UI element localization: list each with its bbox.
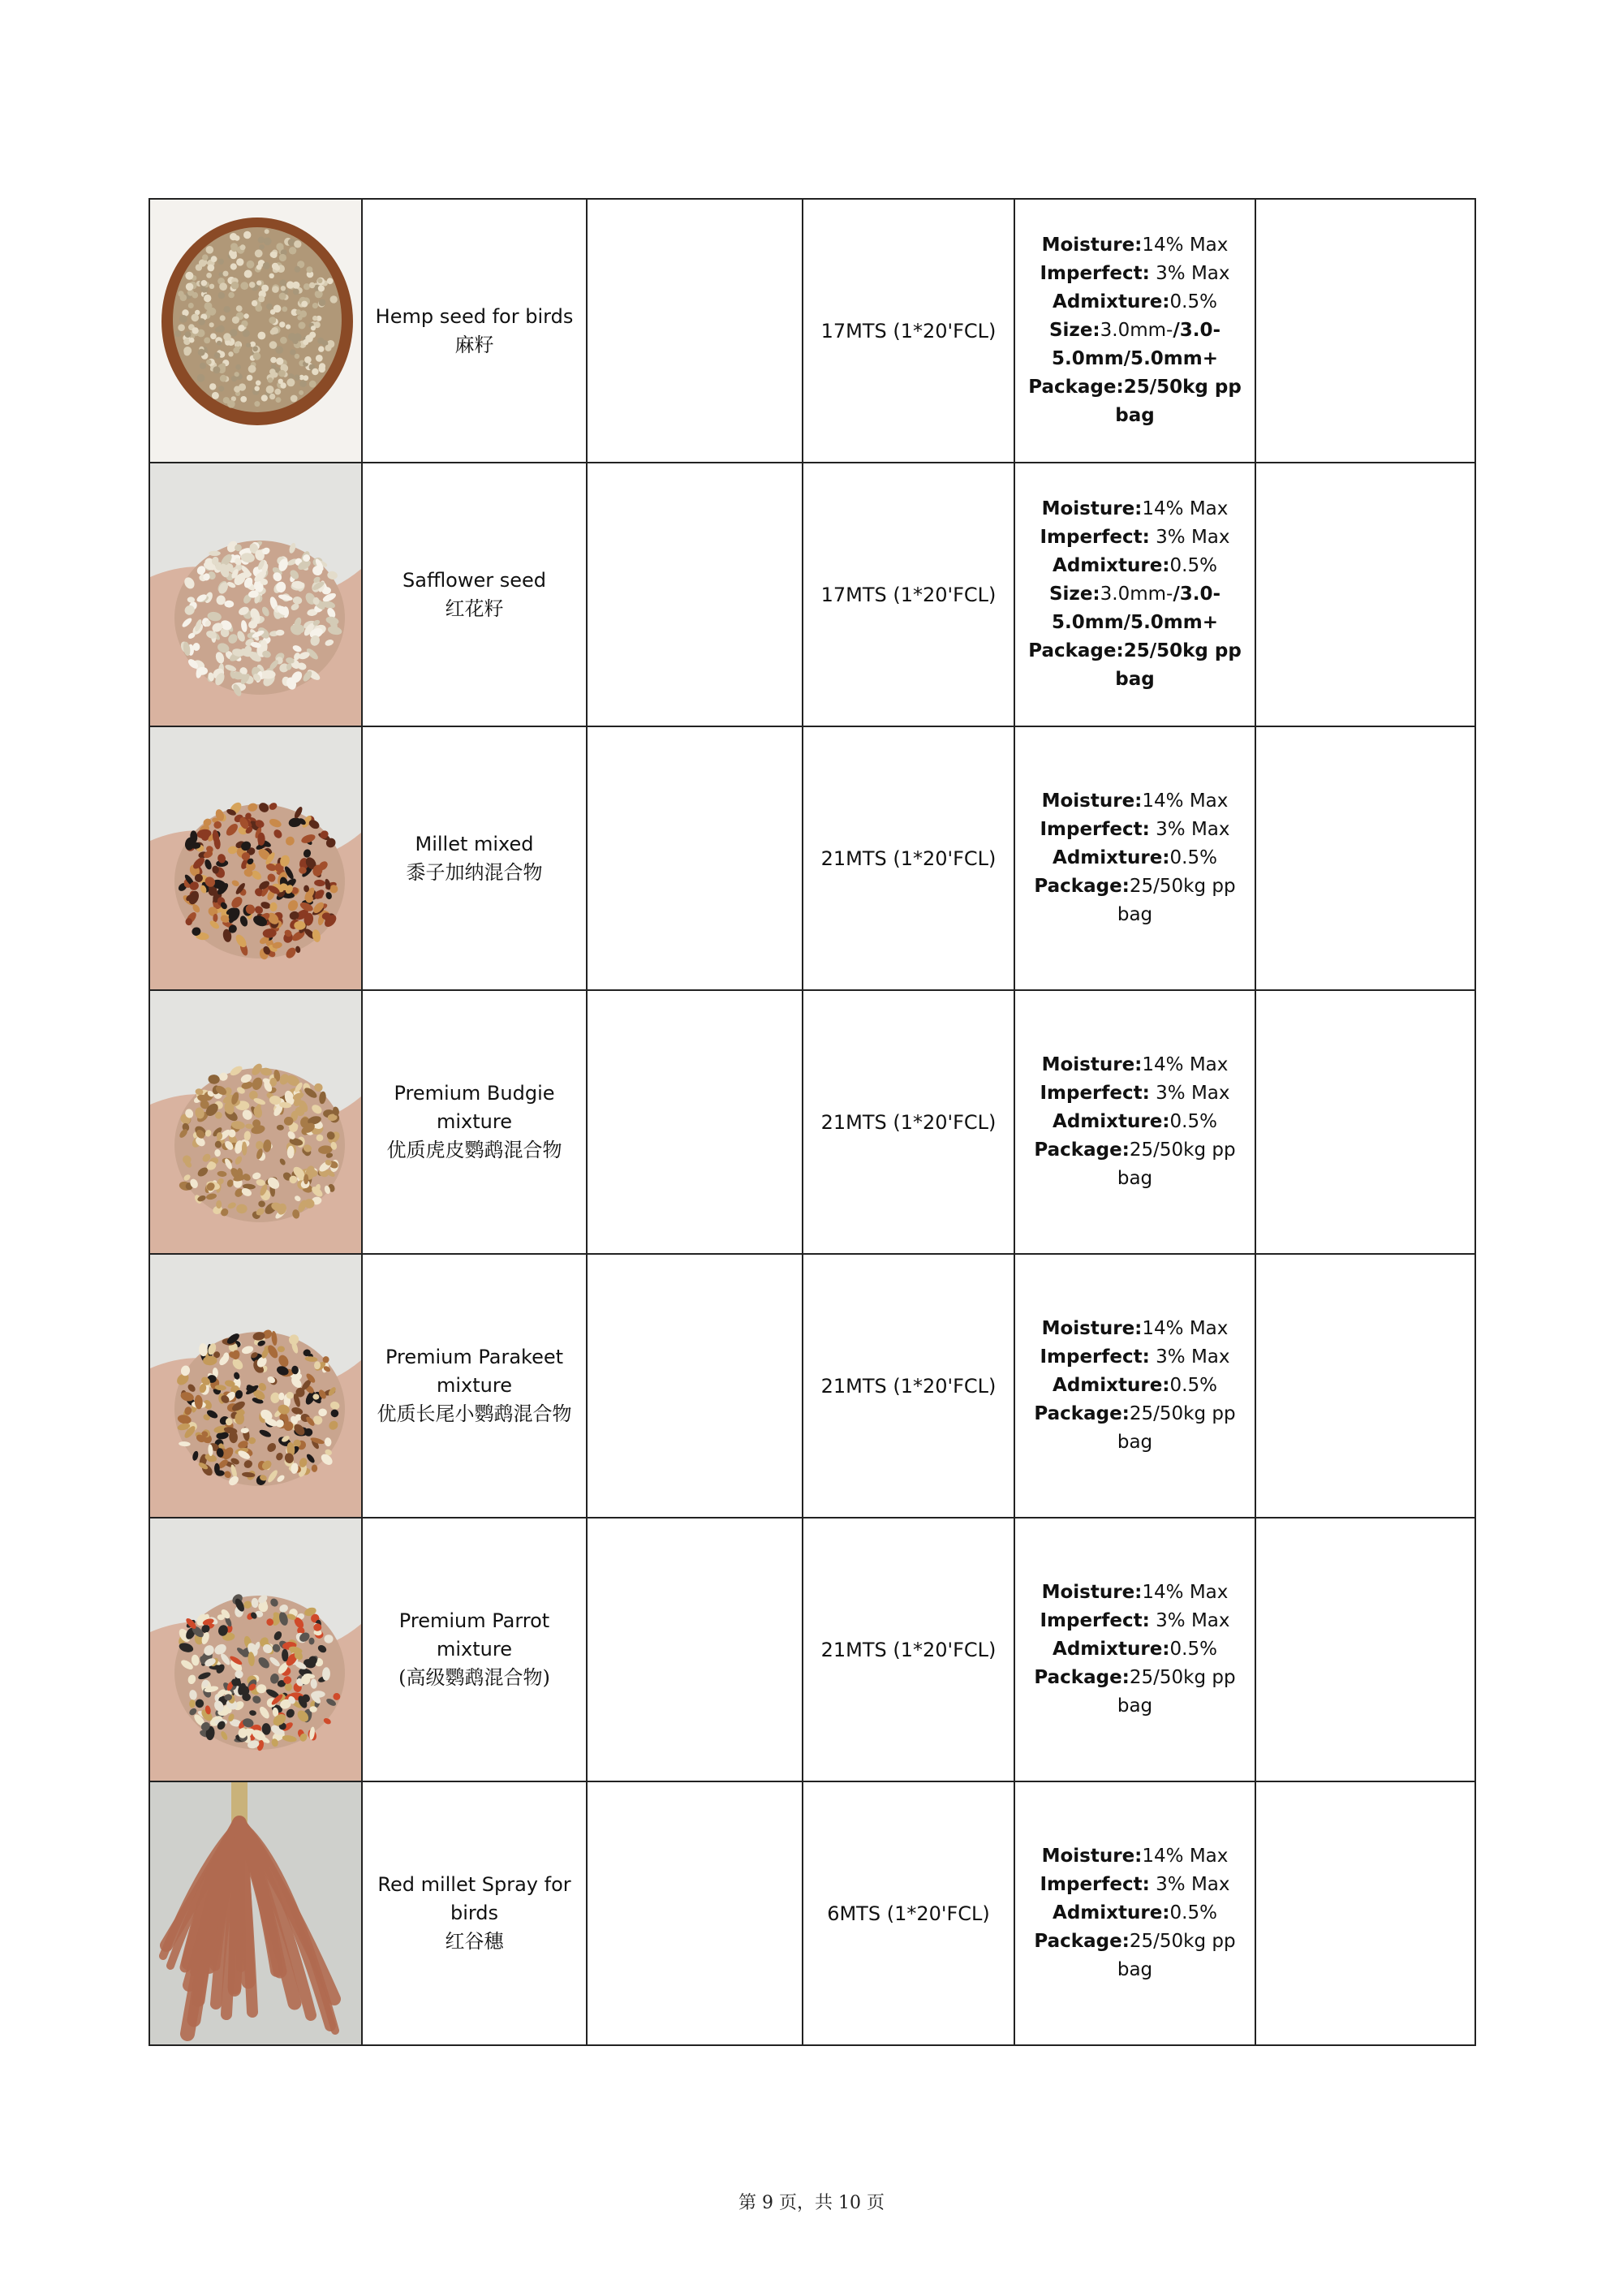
empty-cell [587, 1781, 803, 2045]
product-photo [150, 200, 361, 462]
spec-value: 3% Max [1149, 1610, 1230, 1631]
spec-line [1015, 609, 1255, 637]
spec-line [1015, 844, 1255, 872]
product-photo [150, 463, 361, 726]
spec-value-bold: 25/50kg pp bag [1115, 640, 1242, 690]
empty-cell [587, 1518, 803, 1781]
spec-line [1015, 872, 1255, 929]
spec-value: 0.5% [1169, 555, 1217, 576]
empty-cell [587, 990, 803, 1254]
table-row [149, 1254, 1475, 1518]
empty-cell [587, 1254, 803, 1518]
spec-key: Admixture: [1053, 291, 1170, 312]
product-name-cell [362, 1518, 587, 1781]
spec-key: Size: [1048, 584, 1100, 605]
product-name-en: Premium Parakeet mixture [385, 1346, 564, 1397]
loading-quantity-cell: 17MTS (1*20'FCL) [803, 463, 1014, 726]
product-name-en: Hemp seed for birds [375, 304, 574, 328]
product-name-en: Millet mixed [415, 832, 534, 855]
empty-cell [587, 199, 803, 463]
specification-cell [1014, 1781, 1255, 2045]
spec-value: 3% Max [1149, 1874, 1230, 1895]
spec-key: Size: [1048, 320, 1100, 341]
product-name-cn: 优质虎皮鹦鹉混合物 [386, 1139, 562, 1161]
spec-line [1015, 1108, 1255, 1136]
spec-key: Imperfect: [1040, 263, 1150, 284]
spec-value: 3% Max [1149, 527, 1230, 548]
spec-key: Imperfect: [1040, 1610, 1150, 1631]
spec-line [1015, 1343, 1255, 1372]
spec-line [1015, 1899, 1255, 1928]
spec-value: 0.5% [1169, 1902, 1217, 1923]
spec-line [1015, 1871, 1255, 1899]
product-name-cell [362, 199, 587, 463]
product-name-cn: (高级鹦鹉混合物) [398, 1666, 550, 1689]
spec-line [1015, 1607, 1255, 1635]
spec-line [1015, 231, 1255, 260]
empty-cell [1255, 1518, 1475, 1781]
spec-line [1015, 288, 1255, 317]
spec-value: 3.0mm- [1100, 320, 1173, 341]
specification-cell [1014, 726, 1255, 990]
spec-line [1015, 1372, 1255, 1400]
product-image-cell [149, 463, 362, 726]
spec-line [1015, 816, 1255, 844]
empty-cell [1255, 726, 1475, 990]
spec-value: 14% Max [1142, 1318, 1229, 1339]
product-image-cell [149, 1518, 362, 1781]
loading-quantity-cell: 6MTS (1*20'FCL) [803, 1781, 1014, 2045]
spec-key: Moisture: [1041, 1318, 1143, 1339]
product-photo [150, 991, 361, 1253]
spec-value: 3% Max [1149, 819, 1230, 840]
spec-value: 0.5% [1169, 1375, 1217, 1396]
spec-line [1015, 317, 1255, 345]
product-name-cn: 麻籽 [454, 333, 494, 356]
specification-cell [1014, 199, 1255, 463]
page-footer: 第 9 页，共 10 页 [738, 2193, 885, 2213]
spec-value: 14% Max [1142, 1846, 1229, 1867]
spec-key: Imperfect: [1040, 527, 1150, 548]
product-photo [150, 727, 361, 989]
empty-cell [587, 726, 803, 990]
loading-quantity-cell: 17MTS (1*20'FCL) [803, 199, 1014, 463]
product-photo [150, 1518, 361, 1781]
spec-line [1015, 1315, 1255, 1343]
spec-value: 25/50kg pp bag [1117, 876, 1236, 925]
product-image-cell [149, 990, 362, 1254]
spec-key: Moisture: [1041, 235, 1143, 256]
spec-key: Imperfect: [1040, 1083, 1150, 1104]
spec-value-bold: /3.0- [1173, 320, 1221, 341]
spec-value: 0.5% [1169, 1111, 1217, 1132]
loading-quantity-cell: 21MTS (1*20'FCL) [803, 726, 1014, 990]
spec-key: Admixture: [1053, 1902, 1170, 1923]
spec-value: 25/50kg pp bag [1117, 1139, 1236, 1189]
spec-line [1015, 1079, 1255, 1108]
spec-key: Admixture: [1053, 1111, 1170, 1132]
product-name-cell [362, 726, 587, 990]
spec-value: 25/50kg pp bag [1117, 1931, 1236, 1980]
spec-line [1015, 637, 1255, 694]
spec-key: Admixture: [1053, 1639, 1170, 1660]
table-row [149, 199, 1475, 463]
empty-cell [1255, 1254, 1475, 1518]
spec-key: Package: [1034, 1931, 1130, 1952]
spec-line [1015, 787, 1255, 816]
product-name-cn: 红花籽 [445, 597, 504, 620]
spec-line [1015, 552, 1255, 580]
spec-line [1015, 1635, 1255, 1664]
spec-key: Package: [1034, 1139, 1130, 1161]
product-image-cell [149, 1254, 362, 1518]
spec-key: Moisture: [1041, 1054, 1143, 1075]
spec-value: 3.0mm- [1100, 584, 1173, 605]
product-name-cell [362, 990, 587, 1254]
spec-value: 3% Max [1149, 1346, 1230, 1368]
spec-line [1015, 1579, 1255, 1607]
product-name-cell [362, 463, 587, 726]
specification-cell [1014, 1254, 1255, 1518]
empty-cell [1255, 990, 1475, 1254]
table-row [149, 990, 1475, 1254]
specification-cell [1014, 463, 1255, 726]
spec-value: 3% Max [1149, 1083, 1230, 1104]
spec-key: Package: [1028, 377, 1124, 398]
spec-key: Imperfect: [1040, 819, 1150, 840]
spec-line [1015, 373, 1255, 430]
spec-value-bold: 5.0mm/5.0mm+ [1051, 612, 1219, 633]
spec-value: 0.5% [1169, 291, 1217, 312]
spec-key: Moisture: [1041, 1582, 1143, 1603]
empty-cell [1255, 1781, 1475, 2045]
spec-line [1015, 1928, 1255, 1984]
spec-line [1015, 1664, 1255, 1721]
spec-line [1015, 580, 1255, 609]
empty-cell [1255, 199, 1475, 463]
spec-key: Moisture: [1041, 1846, 1143, 1867]
product-photo [150, 1255, 361, 1517]
spec-key: Package: [1034, 1403, 1130, 1424]
spec-value: 14% Max [1142, 1582, 1229, 1603]
table-row [149, 726, 1475, 990]
spec-value-bold: /3.0- [1173, 584, 1221, 605]
table-row [149, 463, 1475, 726]
spec-key: Moisture: [1041, 498, 1143, 519]
spec-key: Package: [1034, 1667, 1130, 1688]
product-photo [150, 1782, 361, 2044]
spec-value-bold: 25/50kg pp bag [1115, 377, 1242, 426]
spec-value: 14% Max [1142, 790, 1229, 812]
spec-key: Imperfect: [1040, 1874, 1150, 1895]
loading-quantity-cell: 21MTS (1*20'FCL) [803, 1254, 1014, 1518]
spec-key: Admixture: [1053, 555, 1170, 576]
product-name-en: Red millet Spray for birds [377, 1873, 571, 1924]
product-name-cell [362, 1781, 587, 2045]
product-name-cn: 红谷穗 [445, 1930, 504, 1953]
spec-key: Admixture: [1053, 1375, 1170, 1396]
product-table [149, 198, 1476, 2046]
spec-key: Moisture: [1041, 790, 1143, 812]
spec-key: Admixture: [1053, 847, 1170, 868]
spec-line [1015, 345, 1255, 373]
spec-value: 25/50kg pp bag [1117, 1667, 1236, 1717]
spec-key: Package: [1034, 876, 1130, 897]
product-name-en: Premium Budgie mixture [394, 1082, 555, 1133]
table-row [149, 1781, 1475, 2045]
spec-line [1015, 1400, 1255, 1457]
product-image-cell [149, 199, 362, 463]
spec-line [1015, 523, 1255, 552]
spec-key: Imperfect: [1040, 1346, 1150, 1368]
spec-value: 0.5% [1169, 1639, 1217, 1660]
product-name-en: Premium Parrot mixture [398, 1609, 550, 1661]
product-name-cn: 黍子加纳混合物 [406, 860, 543, 884]
spec-value: 14% Max [1142, 498, 1229, 519]
spec-line [1015, 1051, 1255, 1079]
spec-value: 14% Max [1142, 235, 1229, 256]
spec-value: 3% Max [1149, 263, 1230, 284]
product-name-cell [362, 1254, 587, 1518]
product-image-cell [149, 726, 362, 990]
product-image-cell [149, 1781, 362, 2045]
product-name-en: Safflower seed [403, 568, 546, 592]
product-name-cn: 优质长尾小鹦鹉混合物 [377, 1402, 572, 1425]
table-row [149, 1518, 1475, 1781]
spec-value: 25/50kg pp bag [1117, 1403, 1236, 1453]
empty-cell [587, 463, 803, 726]
loading-quantity-cell: 21MTS (1*20'FCL) [803, 1518, 1014, 1781]
empty-cell [1255, 463, 1475, 726]
spec-value: 14% Max [1142, 1054, 1229, 1075]
loading-quantity-cell: 21MTS (1*20'FCL) [803, 990, 1014, 1254]
spec-line [1015, 1136, 1255, 1193]
spec-key: Package: [1028, 640, 1124, 661]
spec-line [1015, 260, 1255, 288]
spec-line [1015, 495, 1255, 523]
spec-line [1015, 1842, 1255, 1871]
spec-value: 0.5% [1169, 847, 1217, 868]
spec-value-bold: 5.0mm/5.0mm+ [1051, 348, 1219, 369]
specification-cell [1014, 1518, 1255, 1781]
specification-cell [1014, 990, 1255, 1254]
